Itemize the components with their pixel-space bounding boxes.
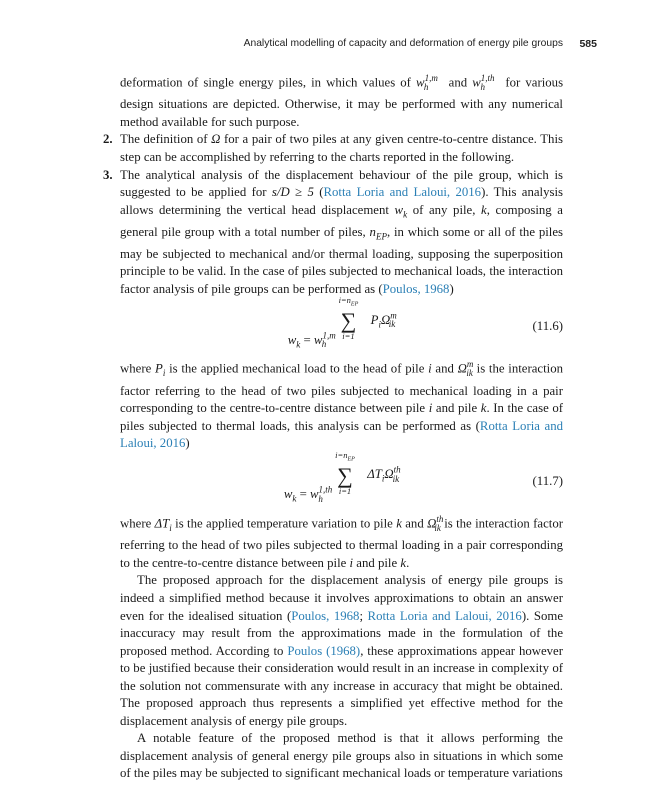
citation-link[interactable]: Rotta Loria and Laloui, 2016 [323, 185, 482, 200]
paragraph-eq1-explanation: where $P_i$ is the applied mechanical load to the head of pile i and $\Omega^m_{ik}$ is the interaction factor referring to the head of two piles subjected to mechanical loading in a pair corresponding to the centre-to-centre distance between pile i and pile k. In the case of piles subjected to thermal loads, this analysis can be performed as (Rotta Loria and Laloui, 2016) [120, 359, 564, 451]
list-number: 3. [103, 167, 113, 182]
equation-11-6: $w_k = w^{1,m}_h$ $i=n_{EP}$ ∑ i=1 $P_i\Omega^m_{ik}$ (11.6) [287, 295, 563, 350]
summation: $i=n_{EP}$ ∑ i=1 [335, 450, 355, 496]
list-number: 2. [103, 132, 113, 147]
intro-paragraph: deformation of single energy piles, in which values of $w^{1,m}_h$ and $w^{1,th}_h$ for various design situations are depicted. Otherwise, it may be performed with any numerical method available for such purpose. [120, 73, 564, 129]
running-title: Analytical modelling of capacity and deformation of energy pile groups [243, 38, 563, 49]
equation-number: (11.6) [532, 319, 563, 334]
page-number: 585 [579, 38, 597, 50]
citation-link[interactable]: Poulos, 1968 [291, 608, 360, 623]
paragraph-eq2-explanation: where $\Delta T_i$ is the applied temperature variation to pile k and $\Omega^{th}_{ik}$ is the interaction factor referring to the head of two piles subjected to thermal loading in a pair corresponding to the centre-to-centre distance between pile i and pile k. [120, 514, 564, 570]
citation-link[interactable]: Rotta Loria and Laloui, 2016 [367, 608, 522, 623]
paragraph-approach: The proposed approach for the displacement analysis of energy pile groups is indeed a simplified method because it involves approximations to obtain an answer even for the idealised situation (Poulos, 1968; Rotta Loria and Laloui, 2016). Some inaccuracy may result from the approximations made in the formulation of the proposed method. According to Poulos (1968), these approximations appear however to be justified because their consideration would result in an increase in complexity of the solution not commensurate with any increase in accuracy that might be obtained. The proposed approach thus represents a simplified yet effective method for the displacement analysis of energy pile groups. [120, 573, 564, 728]
equation-11-7: $w_k = w^{1,th}_h$ $i=n_{EP}$ ∑ i=1 $\Delta T_i\Omega^{th}_{ik}$ (11.7) [283, 450, 563, 504]
summation: $i=n_{EP}$ ∑ i=1 [338, 295, 359, 342]
list-item-2: 2. The definition of Ω for a pair of two piles at any given centre-to-centre distance. This step can be accomplished by referring to the charts reported in the following. [103, 132, 563, 164]
citation-link[interactable]: Poulos, 1968 [382, 281, 450, 296]
citation-link[interactable]: Poulos (1968) [287, 643, 361, 658]
equation-number: (11.7) [532, 474, 563, 489]
page-body [103, 70, 564, 783]
citation-link[interactable]: Rotta Loria and Laloui, 2016 [120, 418, 563, 451]
list-item-3: 3. The analytical analysis of the displacement behaviour of the pile group, which is suggested to be applied for s/D ≥ 5 (Rotta Loria and Laloui, 2016). This analysis allows determining the vertical head displacement $w_k$ of any pile, k, composing a general pile group with a total number of piles, $n_{EP}$, in which some or all of the piles may be subjected to mechanical and/or thermal loading, supposing the superposition principle to be valid. In the case of piles subjected to mechanical loads, the interaction factor analysis of pile groups can be performed as (Poulos, 1968) [103, 167, 564, 296]
page-header [0, 38, 648, 54]
paragraph-notable-feature: A notable feature of the proposed method is that it allows performing the displacement analysis of general energy pile groups also in situations in which some of the piles may be subjected to significant mechanical loads or temperature variations [120, 731, 563, 781]
